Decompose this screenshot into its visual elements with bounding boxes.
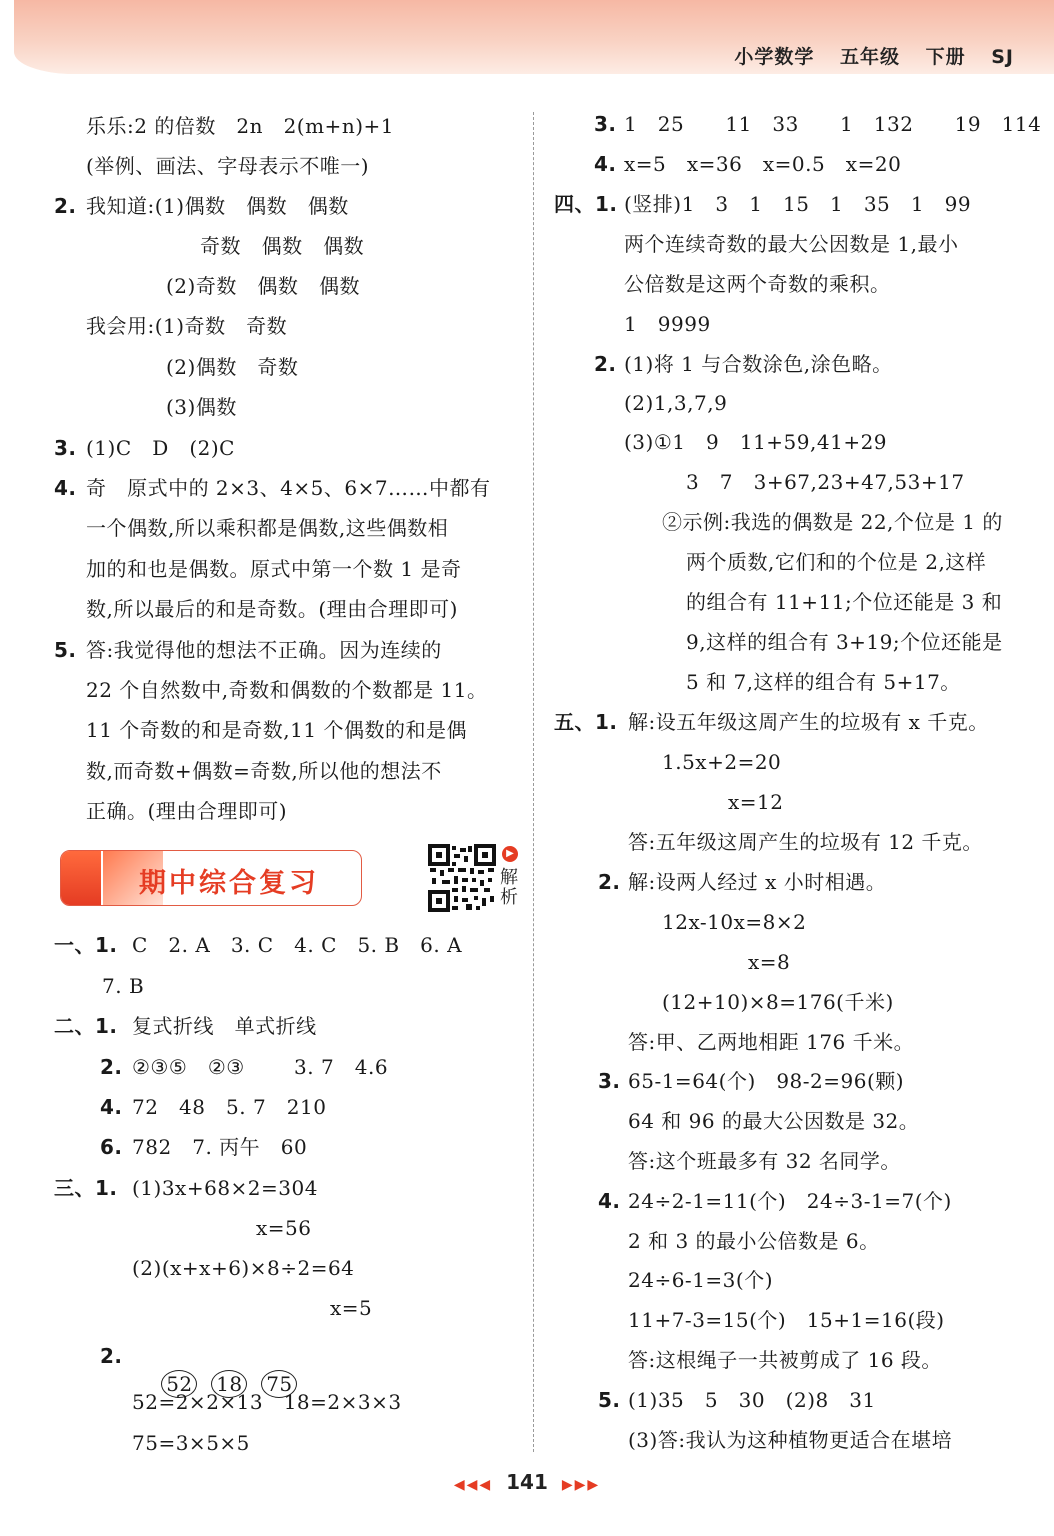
item-number: 2.: [594, 352, 617, 376]
text-line: 答:五年级这周产生的垃圾有 12 千克。: [628, 830, 983, 854]
text-line: 3 7 3+67,23+47,53+17: [686, 470, 965, 494]
text-line: 解:设两人经过 x 小时相遇。: [628, 870, 887, 894]
text-line: 24÷2-1=11(个) 24÷3-1=7(个): [628, 1189, 952, 1213]
text-line: (2)1,3,7,9: [624, 391, 728, 415]
text-line: 9,这样的组合有 3+19;个位还能是: [686, 630, 1003, 654]
text-line: 答:我觉得他的想法不正确。因为连续的: [86, 638, 442, 662]
text-line: (举例、画法、字母表示不唯一): [86, 154, 370, 178]
text-line: x=5 x=36 x=0.5 x=20: [624, 152, 902, 176]
text-line: 数,所以最后的和是奇数。(理由合理即可): [86, 597, 458, 621]
text-line: (2)奇数 偶数 偶数: [166, 274, 360, 298]
text-line: 数,而奇数+偶数=奇数,所以他的想法不: [86, 759, 442, 783]
item-number: 4.: [54, 476, 77, 500]
header-volume: 下册: [925, 46, 966, 68]
section-label: 三、1.: [54, 1176, 118, 1200]
text-line: 公倍数是这两个奇数的乘积。: [624, 272, 891, 296]
item-number: 2.: [598, 870, 621, 894]
text-line: 64 和 96 的最大公因数是 32。: [628, 1109, 920, 1133]
banner-stripe: [61, 851, 101, 905]
text-line: 11+7-3=15(个) 15+1=16(段): [628, 1308, 945, 1332]
text-line: 两个连续奇数的最大公因数是 1,最小: [624, 232, 959, 256]
text-line: 答:甲、乙两地相距 176 千米。: [628, 1030, 915, 1054]
text-line: ②示例:我选的偶数是 22,个位是 1 的: [662, 510, 1003, 534]
item-number: 5.: [54, 638, 77, 662]
text-line: x=56: [256, 1216, 312, 1240]
item-number: 4.: [100, 1095, 123, 1119]
text-line: (1)3x+68×2=304: [132, 1176, 318, 1200]
text-line: 2 和 3 的最小公倍数是 6。: [628, 1229, 880, 1253]
text-line: 12x-10x=8×2: [662, 910, 807, 934]
item-number: 3.: [594, 112, 617, 136]
item-number: 6.: [100, 1135, 123, 1159]
header-subject: 小学数学: [734, 46, 815, 68]
text-line: 我知道:(1)偶数 偶数 偶数: [86, 194, 349, 218]
text-line: 复式折线 单式折线: [132, 1014, 317, 1038]
circled-number: 52: [161, 1370, 197, 1398]
item-number: 2.: [100, 1344, 123, 1368]
qr-label: 解析: [500, 867, 518, 908]
text-line: 72 48 5. 7 210: [132, 1095, 327, 1119]
text-line: 65-1=64(个) 98-2=96(颗): [628, 1069, 905, 1093]
text-line: (12+10)×8=176(千米): [662, 990, 894, 1014]
column-divider: [533, 112, 534, 1452]
text-line: 答:这根绳子一共被剪成了 16 段。: [628, 1348, 942, 1372]
section-title: 期中综合复习: [139, 868, 319, 899]
text-line: 1 9999: [624, 312, 711, 336]
circled-number: 18: [211, 1370, 247, 1398]
text-line: (3)偶数: [166, 395, 237, 419]
text-line: 解:设五年级这周产生的垃圾有 x 千克。: [628, 710, 989, 734]
text-line: 24÷6-1=3(个): [628, 1268, 774, 1292]
text-line: x=12: [728, 790, 784, 814]
item-number: 2.: [54, 194, 77, 218]
item-number: 四、1.: [554, 192, 618, 216]
item-number: 五、1.: [554, 710, 618, 734]
item-number: 4.: [598, 1189, 621, 1213]
item-number: 5.: [598, 1388, 621, 1412]
text-line: 答:这个班最多有 32 名同学。: [628, 1149, 901, 1173]
page-number: 141: [506, 1470, 548, 1494]
text-line: 1 25 11 33 1 132 19 114: [624, 112, 1042, 136]
text-line: (3)①1 9 11+59,41+29: [624, 430, 888, 454]
section-label: 二、1.: [54, 1014, 118, 1038]
qr-code-icon[interactable]: [428, 844, 496, 912]
text-line: 11 个奇数的和是奇数,11 个偶数的和是偶: [86, 718, 467, 742]
item-number: 4.: [594, 152, 617, 176]
item-number: 3.: [54, 436, 77, 460]
text-line: 加的和也是偶数。原式中第一个数 1 是奇: [86, 557, 462, 581]
text-line: (1)将 1 与合数涂色,涂色略。: [624, 352, 893, 376]
next-arrows-icon: ▶▶▶: [561, 1477, 601, 1493]
text-line: (竖排)1 3 1 15 1 35 1 99: [624, 192, 972, 216]
item-number: 2.: [100, 1055, 123, 1079]
text-line: 一个偶数,所以乘积都是偶数,这些偶数相: [86, 516, 449, 540]
text-line: 乐乐:2 的倍数 2n 2(m+n)+1: [86, 114, 394, 138]
text-line: 奇 原式中的 2×3、4×5、6×7……中都有: [86, 476, 491, 500]
text-line: 52=2×2×13 18=2×3×3: [132, 1390, 402, 1414]
text-line: C 2. A 3. C 4. C 5. B 6. A: [132, 933, 463, 957]
text-line: 奇数 偶数 偶数: [200, 234, 365, 258]
text-line: 782 7. 丙午 60: [132, 1135, 308, 1159]
text-line: 22 个自然数中,奇数和偶数的个数都是 11。: [86, 678, 488, 702]
item-number: 3.: [598, 1069, 621, 1093]
circled-number: 75: [261, 1370, 297, 1398]
text-line: (2)偶数 奇数: [166, 355, 299, 379]
text-line: 5 和 7,这样的组合有 5+17。: [686, 670, 961, 694]
text-line: (3)答:我认为这种植物更适合在堪培: [628, 1428, 953, 1452]
text-line: 75=3×5×5: [132, 1431, 250, 1455]
page-footer: [0, 1470, 1054, 1494]
text-line: x=5: [330, 1296, 373, 1320]
text-line: 两个质数,它们和的个位是 2,这样: [686, 550, 987, 574]
text-line: 1.5x+2=20: [662, 750, 782, 774]
text-line: 3. 7 4.6: [294, 1055, 389, 1079]
section-banner: [60, 850, 362, 906]
play-icon: ▶: [502, 846, 518, 862]
text-line: x=8: [748, 950, 791, 974]
text-line: 正确。(理由合理即可): [86, 799, 288, 823]
prev-arrows-icon: ◀◀◀: [453, 1477, 493, 1493]
section-label: 一、1.: [54, 933, 118, 957]
text-line: 的组合有 11+11;个位还能是 3 和: [686, 590, 1003, 614]
text-line: (1)35 5 30 (2)8 31: [628, 1388, 876, 1412]
running-header: [716, 42, 1014, 69]
text-line: ②③⑤ ②③: [132, 1055, 245, 1079]
text-line: 7. B: [102, 974, 145, 998]
header-grade: 五年级: [839, 46, 900, 68]
text-line: (1)C D (2)C: [86, 436, 235, 460]
header-edition: SJ: [991, 46, 1014, 68]
text-line: (2)(x+x+6)×8÷2=64: [132, 1256, 355, 1280]
text-line: 我会用:(1)奇数 奇数: [86, 314, 288, 338]
